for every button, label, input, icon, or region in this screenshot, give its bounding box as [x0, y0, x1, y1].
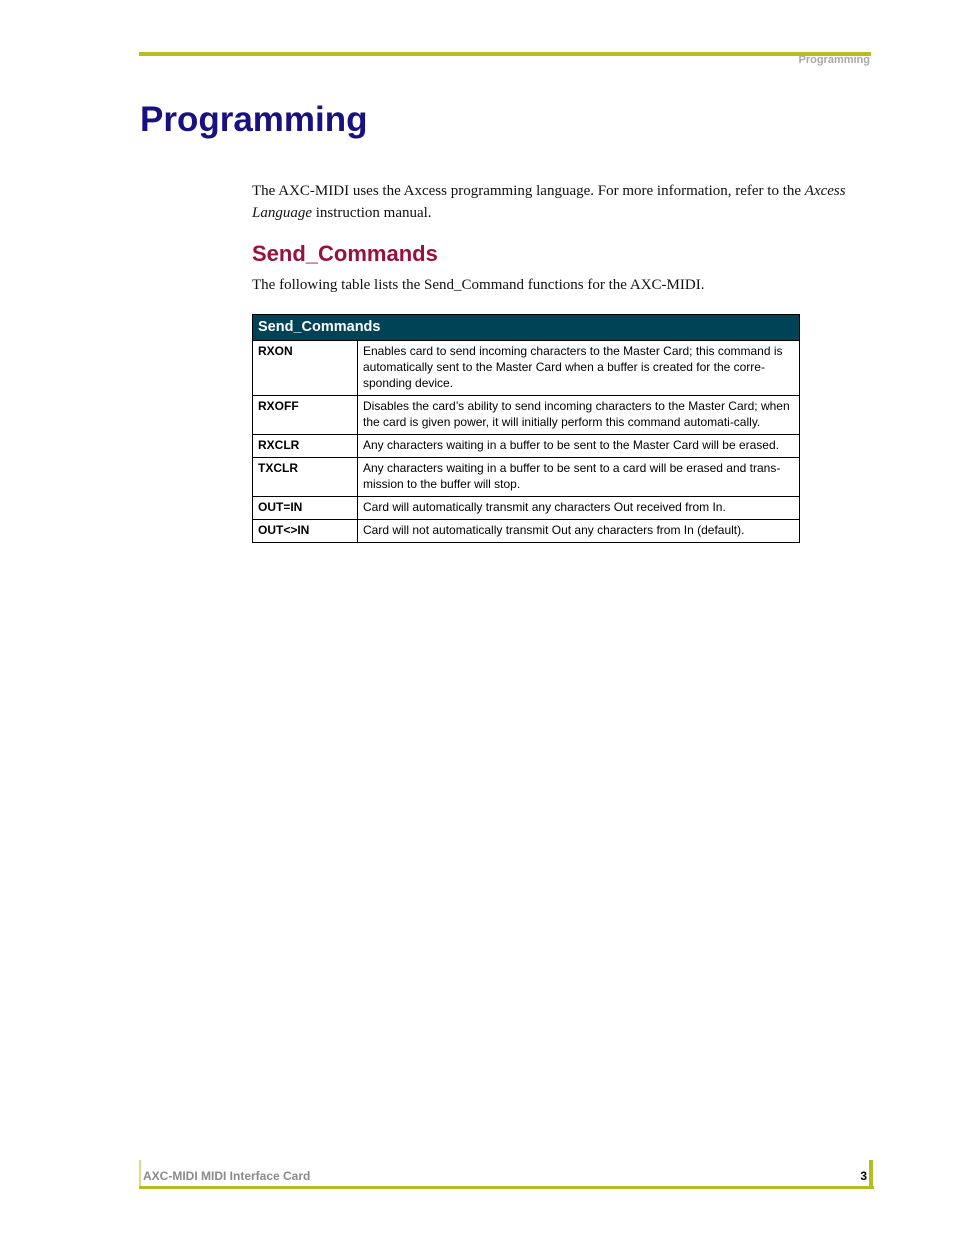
command-cell: OUT<>IN	[253, 520, 358, 543]
intro-text-before: The AXC-MIDI uses the Axcess programming language. For more information, refer to the	[252, 183, 805, 199]
intro-manual-title: Axcess Language	[252, 183, 846, 221]
page-title: Programming	[140, 100, 368, 139]
table-header-row	[253, 315, 800, 341]
table-row	[253, 458, 800, 497]
description-cell: Any characters waiting in a buffer to be sent to a card will be erased and trans-mission to the buffer will stop.	[358, 458, 800, 497]
intro-paragraph	[252, 180, 872, 224]
table-header: Send_Commands	[253, 315, 800, 341]
command-cell: OUT=IN	[253, 497, 358, 520]
table-row	[253, 520, 800, 543]
description-cell: Disables the card’s ability to send incoming characters to the Master Card; when the card is given power, it will initially perform this command automati-cally.	[358, 396, 800, 435]
running-header: Programming	[798, 54, 870, 66]
footer-rule-left	[139, 1160, 141, 1188]
send-commands-table	[252, 314, 800, 543]
command-cell: RXOFF	[253, 396, 358, 435]
intro-text-after: instruction manual.	[312, 205, 432, 221]
footer-rule	[139, 1186, 874, 1189]
footer-rule-right	[869, 1160, 873, 1189]
header-rule	[139, 52, 871, 56]
table-row	[253, 497, 800, 520]
command-cell: TXCLR	[253, 458, 358, 497]
command-cell: RXON	[253, 341, 358, 396]
footer-doc-title: AXC-MIDI MIDI Interface Card	[143, 1169, 311, 1183]
table-row	[253, 341, 800, 396]
table-row	[253, 396, 800, 435]
page-number: 3	[860, 1169, 867, 1183]
description-cell: Card will not automatically transmit Out any characters from In (default).	[358, 520, 800, 543]
description-cell: Card will automatically transmit any characters Out received from In.	[358, 497, 800, 520]
section-title: Send_Commands	[252, 241, 438, 266]
table-intro: The following table lists the Send_Command functions for the AXC-MIDI.	[252, 277, 705, 293]
description-cell: Enables card to send incoming characters to the Master Card; this command is automatically sent to the Master Card when a buffer is created for the corre-sponding device.	[358, 341, 800, 396]
description-cell: Any characters waiting in a buffer to be sent to the Master Card will be erased.	[358, 435, 800, 458]
table-row	[253, 435, 800, 458]
command-cell: RXCLR	[253, 435, 358, 458]
